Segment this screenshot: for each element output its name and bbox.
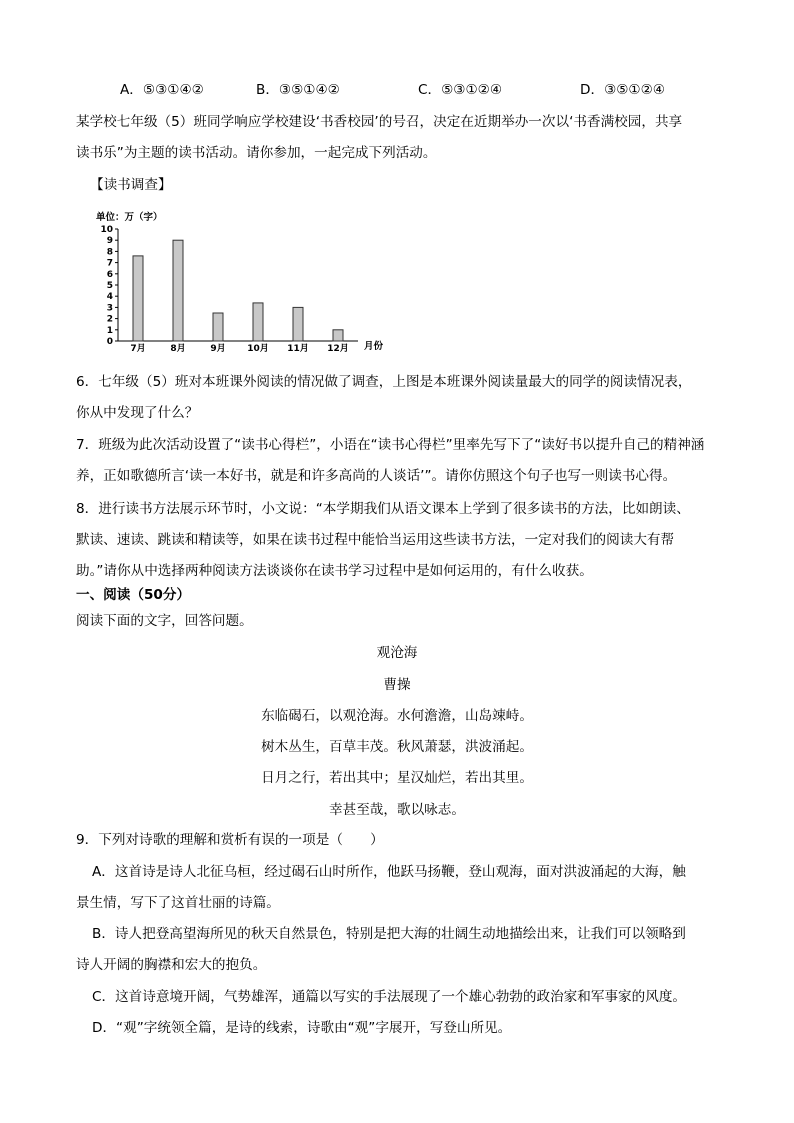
chart-bar	[133, 256, 143, 341]
poem-line-4: 幸甚至哉，歌以咏志。	[329, 802, 465, 818]
q6-line-2: 你从中发现了什么？	[76, 405, 199, 421]
poem-line-2: 树木丛生，百草丰茂。秋风萧瑟，洪波涌起。	[261, 739, 533, 755]
intro-line-1: 某学校七年级（5）班同学响应学校建设‘书香校园’的号召，决定在近期举办一次以‘书香满校园，共享	[76, 114, 683, 130]
chart-x-tick-label: 11月	[287, 344, 309, 354]
q9-option-d-line-1: D．“观”字统领全篇，是诗的线索，诗歌由“观”字展开，写登山所见。	[92, 1020, 512, 1036]
q6-line-1: 6．七年级（5）班对本班课外阅读的情况做了调查，上图是本班课外阅读量最大的同学的阅读情况表，	[76, 374, 692, 390]
chart-x-tick-label: 7月	[130, 344, 146, 354]
chart-x-tick-label: 9月	[210, 344, 226, 354]
chart-y-ticks	[100, 225, 118, 347]
answer-options-row	[0, 80, 794, 102]
q9-option-a-line-1: A．这首诗是诗人北征乌桓，经过碣石山时所作，他跃马扬鞭，登山观海，面对洪波涌起的大海，触	[92, 864, 686, 880]
chart-bar	[253, 303, 263, 341]
q7-line-1: 7．班级为此次活动设置了“读书心得栏”，小语在“读书心得栏”里率先写下了“读好书以提升自己的精神涵	[76, 437, 705, 453]
chart-y-tick-label: 7	[106, 258, 113, 269]
q7-line-2: 养，正如歌德所言‘读一本好书，就是和许多高尚的人谈话’”。请你仿照这个句子也写一则读书心得。	[76, 468, 677, 484]
q9-option-b-line-1: B．诗人把登高望海所见的秋天自然景色，特别是把大海的壮阔生动地描绘出来，让我们可以领略到	[92, 926, 686, 942]
chart-x-labels	[130, 343, 348, 354]
chart-y-tick-label: 0	[106, 337, 113, 347]
chart-bar	[333, 330, 343, 341]
q8-line-2: 默读、速读、跳读和精读等，如果在读书过程中能恰当运用这些读书方法，一定对我们的阅读大有帮	[76, 532, 675, 548]
q9-option-c-line-1: C．这首诗意境开阔，气势雄浑，通篇以写实的手法展现了一个雄心勃勃的政治家和军事家的风度。	[92, 989, 687, 1005]
poem-author: 曹操	[383, 677, 411, 693]
option-a-letter: A．	[120, 82, 143, 98]
chart-y-tick-label: 8	[106, 247, 113, 258]
option-c	[418, 80, 502, 100]
q9-option-b-line-2: 诗人开阔的胸襟和宏大的抱负。	[76, 957, 267, 973]
chart-bars	[133, 240, 343, 341]
poem-line-3: 日月之行，若出其中；星汉灿烂，若出其里。	[261, 770, 533, 786]
option-b-letter: B．	[256, 82, 279, 98]
option-a	[120, 80, 204, 100]
chart-axes	[118, 229, 358, 341]
chart-y-tick-label: 9	[106, 236, 113, 247]
option-d-letter: D．	[580, 82, 605, 98]
q8-line-1: 8．进行读书方法展示环节时，小文说：“本学期我们从语文课本上学到了很多读书的方法，比如朗读、	[76, 501, 690, 517]
chart-x-tick-label: 12月	[327, 344, 349, 354]
q9-stem: 9．下列对诗歌的理解和赏析有误的一项是（ ）	[76, 832, 384, 848]
chart-y-tick-label: 2	[106, 314, 113, 325]
chart-y-tick-label: 10	[100, 225, 113, 235]
reading-bar-chart	[96, 206, 396, 356]
option-d	[580, 80, 665, 100]
option-a-value: ⑤③①④②	[142, 82, 204, 98]
chart-bar	[213, 313, 223, 341]
chart-unit-label: 单位：万（字）	[96, 212, 163, 223]
reading-heading: 一、阅读（50分）	[76, 587, 191, 603]
section-label: 【读书调查】	[90, 177, 172, 193]
chart-y-tick-label: 1	[106, 325, 113, 336]
option-c-value: ⑤③①②④	[441, 82, 503, 98]
option-b-value: ③⑤①④②	[278, 82, 340, 98]
chart-y-tick-label: 5	[106, 281, 113, 291]
poem-title: 观沧海	[376, 645, 418, 661]
chart-bar	[293, 307, 303, 341]
chart-y-tick-label: 3	[106, 303, 113, 314]
chart-bar	[173, 240, 183, 341]
intro-line-2: 读书乐”为主题的读书活动。请你参加，一起完成下列活动。	[76, 145, 437, 161]
chart-y-tick-label: 4	[106, 292, 113, 303]
option-b	[256, 80, 340, 100]
q8-line-3: 助。”请你从中选择两种阅读方法谈谈你在读书学习过程中是如何运用的，有什么收获。	[76, 563, 593, 579]
chart-x-axis-label: 月份	[364, 341, 384, 352]
chart-x-tick-label: 10月	[247, 344, 269, 354]
chart-y-tick-label: 6	[106, 269, 113, 280]
chart-x-tick-label: 8月	[170, 344, 186, 354]
option-c-letter: C．	[418, 82, 442, 98]
option-d-value: ③⑤①②④	[604, 82, 665, 98]
reading-instruction: 阅读下面的文字，回答问题。	[76, 613, 253, 629]
q9-option-a-line-2: 景生情，写下了这首壮丽的诗篇。	[76, 895, 280, 911]
poem-line-1: 东临碣石，以观沧海。水何澹澹，山岛竦峙。	[261, 708, 533, 724]
